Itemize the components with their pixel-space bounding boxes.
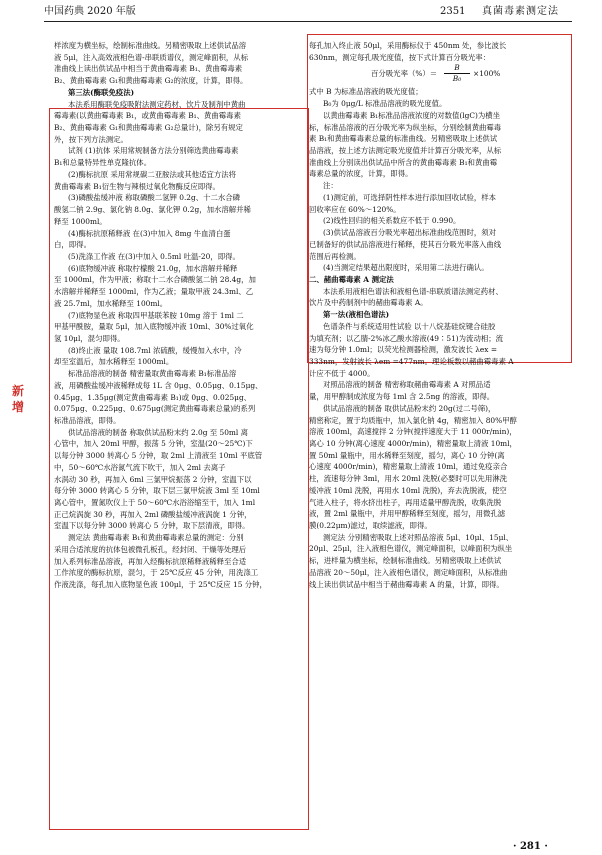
text-line: (4)酶标抗原稀释液 在(3)中加入 8mg 牛血清白蛋 bbox=[68, 228, 231, 238]
text-line: 准曲线上分别读出供试品中所含的黄曲霉毒素 B₁和黄曲霉 bbox=[309, 157, 498, 167]
page-header bbox=[0, 0, 602, 20]
text-line: 外，按下列方法测定。 bbox=[54, 134, 128, 144]
text-line: 毒素总量的浓度，计算，即得。 bbox=[309, 169, 413, 179]
text-line: 离心管中，置氮吹仪上于 50～60℃水浴浴缩至干，加入 1ml bbox=[54, 498, 256, 508]
text-line: 注： bbox=[323, 181, 338, 191]
formula-numerator: B bbox=[454, 63, 460, 73]
text-line: 供试品溶液的制备 取供试品粉末约 20g(过二号筛)， bbox=[323, 403, 496, 413]
revision-margin-note bbox=[12, 383, 26, 415]
text-line: 液，置 2ml 量瓶中，并用甲醇稀释至刻度，摇匀，用微孔滤 bbox=[309, 509, 506, 519]
text-line: 333nm，发射波长 λem =477nm。理论板数以赭曲霉毒素 A bbox=[309, 356, 514, 366]
text-line: 第一法(液相色谱法) bbox=[323, 310, 390, 320]
text-line: 准曲线上读出供试品中相当于黄曲霉毒素 B₁、黄曲霉毒素 bbox=[54, 64, 243, 74]
right-column-body bbox=[309, 86, 573, 590]
text-line: 已制备好的供试品溶液进行稀释，使其百分吸光率落入曲线 bbox=[309, 239, 502, 249]
text-line: 范围后再检测。 bbox=[309, 251, 361, 261]
text-line: 甲基甲酰胺，量取 5μl，加入底物缓冲液 10ml、30%过氧化 bbox=[54, 322, 254, 332]
text-line: 释至 1000ml。 bbox=[54, 216, 107, 226]
text-line: 正己烷涡旋 30 秒，再加入 2ml 磷酸盐缓冲液涡旋 1 分钟， bbox=[54, 509, 252, 519]
percent-absorbance-formula bbox=[309, 63, 573, 86]
text-line: (5)洗涤工作液 在(3)中加入 0.5ml 吐温-20，即得。 bbox=[68, 251, 240, 261]
text-line: 式中 B 为标准品溶液的吸光度值； bbox=[309, 87, 423, 97]
text-line: 试剂 (1)抗体 采用常规制备方法分别筛选黄曲霉毒素 bbox=[68, 146, 239, 156]
text-line: 第三法(酶联免疫法) bbox=[68, 87, 135, 97]
margin-char: 增 bbox=[12, 400, 25, 414]
text-line: 加入系列标准品溶液，再加入经酶标抗原稀释液稀释至合适 bbox=[54, 556, 247, 566]
text-line: 标，标准品溶液的百分吸光率为纵坐标，分别绘制黄曲霉毒 bbox=[309, 122, 502, 132]
header-rule bbox=[44, 21, 572, 22]
text-line: 以每分钟 3000 转离心 5 分钟，取 2ml 上清液至 10ml 平底管 bbox=[54, 451, 263, 461]
text-line: 离心 10 分钟(离心速度 4000r/min)，精密量取上清液 10ml， bbox=[309, 439, 517, 448]
text-line: 回收率应在 60%～120%。 bbox=[309, 204, 401, 214]
formula-fraction bbox=[442, 63, 472, 84]
text-line: B₁和总量特异性单克隆抗体。 bbox=[54, 158, 152, 168]
text-line: 速为每分钟 1.0ml；以荧光检测器检测，激发波长 λex = bbox=[309, 345, 498, 355]
text-line: 标，进样量为横坐标，绘制标准曲线。另精密吸取上述供试 bbox=[309, 556, 502, 566]
text-line: 以黄曲霉毒素 B₁标准品溶液浓度的对数值(lgC)为横坐 bbox=[323, 110, 501, 120]
text-line: 心速度 4000r/min)，精密量取上清液 10ml，通过免疫亲合 bbox=[309, 462, 508, 472]
text-line: 供试品溶液的制备 称取供试品粉末约 2.0g 至 50ml 离 bbox=[68, 427, 249, 437]
text-line: (8)终止液 量取 108.7ml 浓硫酸，缓慢加入水中，冷 bbox=[68, 345, 242, 355]
text-line: 测定法 黄曲霉毒素 B₁和黄曲霉毒素总量的测定：分别 bbox=[68, 533, 244, 543]
text-line: 本法系用酶联免疫吸附法测定药材、饮片及制剂中黄曲 bbox=[68, 99, 246, 109]
text-line: 计应不低于 4000。 bbox=[309, 368, 375, 378]
text-line: 柱，流速每分钟 3ml，用水 20ml 洗脱(必要时可以先用淋洗 bbox=[309, 474, 507, 484]
text-line: (1)测定前，可选择阴性样本进行添加回收试验，样本 bbox=[323, 192, 497, 202]
text-line: 二、赭曲霉毒素 A 测定法 bbox=[309, 274, 394, 284]
text-line: 为填充剂；以乙腈-2%冰乙酸水溶液(49∶51)为流动相；流 bbox=[309, 333, 504, 343]
text-line: 每孔加入终止液 50μl，采用酶标仪于 450nm 处，参比波长 bbox=[309, 41, 507, 50]
text-line: 量，用甲醇制成浓度为每 1ml 含 2.5ng 的溶液，即得。 bbox=[309, 392, 495, 402]
text-line: 0.45μg、1.35μg(测定黄曲霉毒素 B₁)或 0μg、0.025μg、 bbox=[54, 392, 252, 402]
text-line: 中，50～60℃水浴氮气流下吹干，加入 2ml 去离子 bbox=[54, 462, 226, 472]
text-line: 测定法 分别精密吸取上述对照品溶液 5μl、10μl、15μl、 bbox=[323, 532, 514, 542]
text-line: 液，用磷酸盐缓冲液稀释成每 1L 含 0μg、0.05μg、0.15μg、 bbox=[54, 380, 263, 390]
text-line: 却至室温后，加水稀释至 1000ml。 bbox=[54, 357, 174, 367]
text-line: 膜(0.22μm)滤过，取续滤液，即得。 bbox=[309, 521, 432, 531]
text-line: 工作浓度的酶标抗原，混匀，于 25℃反应 45 分钟，用洗涤工 bbox=[54, 568, 259, 578]
text-line: (2)线性回归的相关系数应不低于 0.990。 bbox=[323, 216, 461, 226]
text-line: 室温下以每分钟 3000 转离心 5 分钟，取下层清液，即得。 bbox=[54, 521, 250, 531]
formula-lhs: 百分吸光率（%）＝ bbox=[371, 69, 438, 79]
text-line: 630nm，测定每孔吸光度值，按下式计算百分吸光率： bbox=[309, 52, 491, 62]
text-line: 样浓度为横坐标，绘制标准曲线。另精密吸取上述供试品溶 bbox=[54, 41, 247, 50]
text-line: (3)供试品溶液百分吸光率超出标准曲线范围时，须对 bbox=[323, 228, 497, 238]
text-line: (2)酶标抗原 采用常规碳二亚胺法或其他适宜方法将 bbox=[68, 169, 237, 179]
text-line: 标准品溶液，即得。 bbox=[54, 416, 121, 425]
text-line: 本法系用液相色谱法和液相色谱-串联质谱法测定药材、 bbox=[323, 286, 503, 296]
header-page-number: 2351 bbox=[440, 6, 466, 17]
text-line: 溶液 100ml，高速搅拌 2 分钟(搅拌速度大于 11 000r/min)， bbox=[309, 427, 517, 437]
margin-char: 新 bbox=[12, 384, 25, 398]
formula-denominator: B₀ bbox=[452, 74, 462, 84]
text-line: 采用合适浓度的抗体包被微孔板孔，经封闭、干燥等处理后 bbox=[54, 544, 247, 554]
text-line: 氢 10μl，混匀即得。 bbox=[54, 333, 125, 343]
text-line: 线上读出供试品中相当于赭曲霉毒素 A 的量，计算，即得。 bbox=[309, 579, 504, 589]
text-line: 品溶液 20～50μl，注入液相色谱仪，测定峰面积，从标准曲 bbox=[309, 567, 508, 577]
text-line: 每分钟 3000 转离心 5 分钟，取下层三氯甲烷液 3ml 至 10ml bbox=[54, 486, 260, 496]
text-line: 霉毒素(以黄曲霉毒素 B₁，或黄曲霉毒素 B₁、黄曲霉毒素 bbox=[54, 111, 241, 121]
text-line: 20μl、25μl，注入液相色谱仪，测定峰面积，以峰面积为纵坐 bbox=[309, 544, 513, 554]
text-line: 标准品溶液的制备 精密量取黄曲霉毒素 B₁标准品溶 bbox=[68, 369, 237, 379]
text-line: 饮片及中药制剂中的赭曲霉毒素 A。 bbox=[309, 298, 428, 308]
text-line: (3)磷酸盐缓冲液 称取磷酸二氢钾 0.2g、十二水合磷 bbox=[68, 193, 241, 203]
text-line: 液 25.7ml，加水稀释至 100ml。 bbox=[54, 298, 168, 308]
text-line: 缓冲液 10ml 洗脱，再用水 10ml 洗脱)，弃去洗脱液，使空 bbox=[309, 485, 507, 495]
page-number: · 281 · bbox=[513, 841, 548, 852]
text-line: 作液洗涤，每孔加入底物显色液 100μl，于 25℃反应 15 分钟， bbox=[54, 580, 267, 590]
text-line: 白，即得。 bbox=[54, 240, 91, 250]
right-column bbox=[309, 40, 573, 590]
text-line: 对照品溶液的制备 精密称取赭曲霉毒素 A 对照品适 bbox=[323, 380, 491, 390]
text-line: 液 5μl，注入高效液相色谱-串联质谱仪，测定峰面积，从标 bbox=[54, 52, 249, 62]
text-line: 0.075μg、0.225μg、0.675μg(测定黄曲霉毒素总量)的系列 bbox=[54, 404, 256, 414]
text-line: B₀为 0μg/L 标准品溶液的吸光度值。 bbox=[323, 99, 447, 109]
right-column-intro bbox=[309, 40, 573, 63]
text-line: (7)底物显色液 称取四甲基联苯胺 10mg 溶于 1ml 二 bbox=[68, 310, 244, 320]
text-line: 色谱条件与系统适用性试验 以十八烷基硅烷键合硅胶 bbox=[323, 321, 496, 331]
text-line: 置 50ml 量瓶中，用水稀释至刻度，摇匀，离心 10 分钟(离 bbox=[309, 450, 505, 460]
text-line: B₂、黄曲霉毒素 G₁和黄曲霉毒素 G₂的浓度，计算，即得。 bbox=[54, 76, 248, 86]
left-column bbox=[54, 40, 310, 591]
text-line: 水溶解并稀释至 1000ml，作为乙液；量取甲液 24.3ml、乙 bbox=[54, 287, 254, 297]
text-line: 至 1000ml，作为甲液；称取十二水合磷酸氢二钠 28.4g，加 bbox=[54, 275, 256, 285]
text-line: 素 B₁和黄曲霉毒素总量的标准曲线。另精密吸取上述供试 bbox=[309, 134, 498, 144]
text-line: (4)当测定结果超出限度时，采用第二法进行确认。 bbox=[323, 263, 489, 273]
text-line: 精密称定，置于均质瓶中，加入氯化钠 4g，精密加入 80%甲醇 bbox=[309, 415, 517, 425]
text-line: 心管中，加入 20ml 甲醇，振荡 5 分钟，室温(20～25℃)下 bbox=[54, 439, 253, 449]
section-title: 真菌毒素测定法 bbox=[482, 6, 559, 17]
text-line: B₂、黄曲霉毒素 G₁和黄曲霉毒素 G₂总量计)，除另有规定 bbox=[54, 123, 243, 133]
text-line: (6)底物缓冲液 称取柠檬酸 21.0g，加水溶解并稀释 bbox=[68, 263, 238, 273]
formula-rhs: ×100% bbox=[473, 69, 501, 79]
text-line: 水涡动 30 秒，再加入 6ml 三氯甲烷振荡 2 分钟，室温下以 bbox=[54, 474, 252, 484]
text-line: 酸氢二钠 2.9g、氯化钠 8.0g、氯化钾 0.2g，加水溶解并稀 bbox=[54, 205, 251, 215]
book-title: 中国药典 2020 年版 bbox=[44, 6, 136, 17]
text-line: 气进入柱子，将水挤出柱子，再用适量甲醇洗脱，收集洗脱 bbox=[309, 497, 502, 507]
text-line: 品溶液，按上述方法测定吸光度值并计算百分吸光率，从标 bbox=[309, 146, 502, 156]
text-line: 黄曲霉毒素 B₁衍生物与辣根过氧化物酶反应即得。 bbox=[54, 181, 220, 191]
